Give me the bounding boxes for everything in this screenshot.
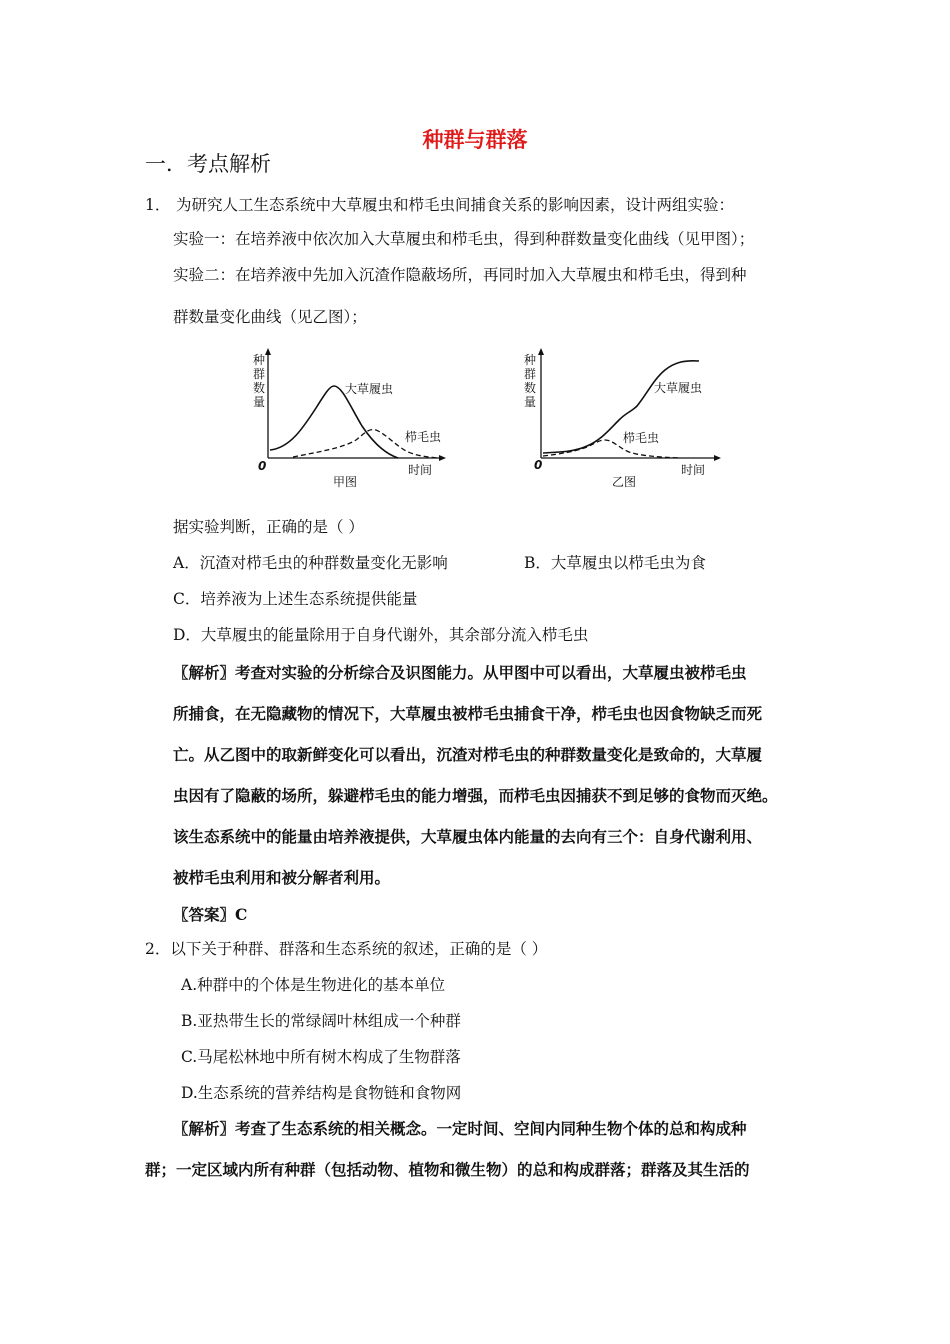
q1-option-a: A．沉渣对栉毛虫的种群数量变化无影响 xyxy=(173,554,448,572)
section-heading: 一．考点解析 xyxy=(145,152,271,176)
figure-b-ylabel-char: 群 xyxy=(524,367,537,381)
figure-b-ylabel xyxy=(524,353,536,409)
q1-analysis-line: 虫因有了隐蔽的场所，躲避栉毛虫的能力增强，而栉毛虫因捕获不到足够的食物而灭绝。 xyxy=(173,786,778,805)
q1-option-b: B．大草履虫以栉毛虫为食 xyxy=(524,554,706,572)
figure-b-caption: 乙图 xyxy=(612,475,637,489)
figure-a-x-arrow xyxy=(439,455,446,461)
figure-a-xlabel: 时间 xyxy=(408,463,433,477)
figure-a-label-didinium: 栉毛虫 xyxy=(405,430,442,444)
figure-a-origin: 0 xyxy=(258,459,267,473)
q1-option-d: D．大草履虫的能量除用于自身代谢外，其余部分流入栉毛虫 xyxy=(173,626,589,644)
q1-analysis-line: 所捕食，在无隐藏物的情况下，大草履虫被栉毛虫捕食干净，栉毛虫也因食物缺乏而死 xyxy=(173,704,763,723)
q1-prompt: 据实验判断，正确的是（ ） xyxy=(173,518,364,536)
figure-b-label-paramecium: 大草履虫 xyxy=(654,381,703,395)
figure-a-ylabel-char: 种 xyxy=(253,353,266,367)
q2-analysis-line: 群；一定区域内所有种群（包括动物、植物和微生物）的总和构成群落；群落及其生活的 xyxy=(145,1160,750,1179)
q2-option-d: D.生态系统的营养结构是食物链和食物网 xyxy=(181,1084,462,1102)
figure-a-ylabel xyxy=(253,353,265,409)
q1-analysis-line: 该生态系统中的能量由培养液提供，大草履虫体内能量的去向有三个：自身代谢利用、 xyxy=(173,827,763,846)
figure-a-label-paramecium: 大草履虫 xyxy=(345,382,394,396)
figure-a-ylabel-char: 量 xyxy=(253,395,266,409)
figure-a-ylabel-char: 群 xyxy=(253,367,266,381)
q2-stem: 2．以下关于种群、群落和生态系统的叙述，正确的是（ ） xyxy=(145,940,548,958)
figure-b-ylabel-char: 种 xyxy=(524,353,537,367)
q1-stem: 为研究人工生态系统中大草履虫和栉毛虫间捕食关系的影响因素，设计两组实验： xyxy=(176,196,735,214)
q1-analysis-line: 亡。从乙图中的取新鲜变化可以看出，沉渣对栉毛虫的种群数量变化是致命的，大草履 xyxy=(173,745,763,764)
figure-b-curve-paramecium xyxy=(543,361,699,453)
figure-b-ylabel-char: 量 xyxy=(524,395,537,409)
figure-b-ylabel-char: 数 xyxy=(524,381,537,395)
q2-option-a: A.种群中的个体是生物进化的基本单位 xyxy=(181,976,446,994)
q2-analysis-line: 〖解析〗考查了生态系统的相关概念。一定时间、空间内同种生物个体的总和构成种 xyxy=(173,1119,747,1138)
q1-experiment-2-line1: 实验二：在培养液中先加入沉渣作隐蔽场所，再同时加入大草履虫和栉毛虫，得到种 xyxy=(173,266,747,284)
q2-option-b: B.亚热带生长的常绿阔叶林组成一个种群 xyxy=(181,1012,461,1030)
q1-option-c: C．培养液为上述生态系统提供能量 xyxy=(173,590,418,608)
q2-option-c: C.马尾松林地中所有树木构成了生物群落 xyxy=(181,1048,461,1066)
page-title: 种群与群落 xyxy=(422,127,528,152)
figure-a-y-arrow xyxy=(265,348,271,355)
q1-experiment-2-line2: 群数量变化曲线（见乙图）； xyxy=(173,308,367,326)
figure-a-caption: 甲图 xyxy=(333,475,358,489)
figure-b-label-didinium: 栉毛虫 xyxy=(623,431,660,445)
figure-b-y-arrow xyxy=(538,348,544,355)
figure-b-origin: 0 xyxy=(534,458,543,472)
figure-a xyxy=(248,348,448,493)
figure-b-x-arrow xyxy=(714,455,721,461)
figure-a-curve-paramecium xyxy=(270,386,398,458)
figure-b-xlabel: 时间 xyxy=(681,463,706,477)
q1-number: 1． xyxy=(145,196,171,214)
q1-experiment-1: 实验一：在培养液中依次加入大草履虫和栉毛虫，得到种群数量变化曲线（见甲图）； xyxy=(173,230,755,248)
q1-answer: 〖答案〗C xyxy=(173,905,248,924)
figure-a-ylabel-char: 数 xyxy=(253,381,266,395)
q1-analysis-line: 〖解析〗考查对实验的分析综合及识图能力。从甲图中可以看出，大草履虫被栉毛虫 xyxy=(173,663,747,682)
figure-b xyxy=(519,348,724,493)
q1-analysis-line: 被栉毛虫利用和被分解者利用。 xyxy=(173,868,391,887)
